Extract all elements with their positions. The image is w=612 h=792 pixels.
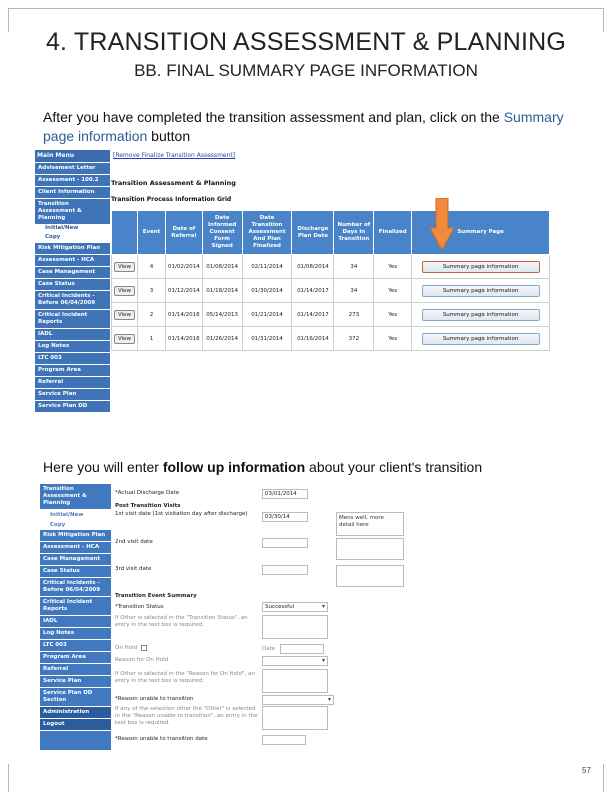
menu-item-logout[interactable]: Logout (40, 719, 111, 731)
other-status-textarea[interactable] (262, 615, 328, 639)
menu-item[interactable]: Assessment - HCA (35, 254, 110, 266)
cell-referral: 01/12/2014 (165, 279, 202, 303)
menu-item[interactable]: Program Area (35, 364, 110, 376)
menu-item[interactable]: IADL (40, 616, 111, 628)
menu-item[interactable]: Service Plan (40, 676, 111, 688)
page-frame-bottom-right (603, 764, 604, 792)
status-label: *Transition Status (115, 604, 164, 610)
cell-days: 273 (334, 303, 374, 327)
main-menu-sidebar (35, 150, 110, 415)
table-row (112, 303, 550, 327)
visit1-notes-textarea[interactable]: Mens well, more detail here (336, 512, 404, 536)
submenu-item[interactable]: Initial/New (35, 224, 110, 233)
section-heading: Transition Assessment & Planning (111, 179, 236, 187)
menu-item[interactable]: Service Plan DD Section (40, 688, 111, 707)
other-hold-note: If Other is selected in the "Reason for On Hold", an entry in the text box is required. (115, 671, 255, 684)
cell-finalized-date: 01/30/2014 (242, 279, 292, 303)
view-button[interactable]: View (114, 310, 135, 320)
submenu-item[interactable]: Copy (35, 233, 110, 242)
visit3-input[interactable] (262, 565, 308, 575)
menu-item[interactable]: Service Plan (35, 388, 110, 400)
cell-consent: 01/26/2014 (202, 327, 242, 351)
instruction-2-highlight: follow up information (162, 459, 306, 475)
screenshot-summary-grid (35, 150, 550, 415)
cell-referral: 01/02/2014 (165, 255, 202, 279)
visit1-label: 1st visit date (1st visitation day after discharge) (115, 511, 248, 517)
menu-item[interactable]: Risk Mitigation Plan (35, 242, 110, 254)
down-arrow-icon (430, 198, 454, 250)
menu-item[interactable]: Critical Incident Reports (35, 309, 110, 328)
menu-item[interactable]: Critical Incidents - Before 06/04/2009 (35, 290, 110, 309)
instruction-1-text: After you have completed the transition assessment and plan, click on the (43, 109, 504, 125)
reason-unable-date-label: *Reason unable to transition date (115, 736, 208, 742)
on-hold-label: On Hold (115, 645, 138, 651)
cell-discharge: 01/16/2014 (292, 327, 334, 351)
instruction-2-text: Here you will enter (43, 459, 163, 475)
cell-discharge: 01/14/2017 (292, 279, 334, 303)
menu-item[interactable]: Transition Assessment & Planning (35, 198, 110, 224)
col-header: Discharge Plan Date (292, 211, 334, 255)
cell-event: 1 (138, 327, 166, 351)
summary-heading: Transition Event Summary (115, 593, 197, 599)
menu-item[interactable]: Critical Incidents - Before 06/04/2009 (40, 578, 111, 597)
submenu-item[interactable]: Copy (40, 520, 111, 530)
cell-event: 4 (138, 255, 166, 279)
menu-item[interactable]: Critical Incident Reports (40, 597, 111, 616)
menu-item[interactable]: Service Plan DD (35, 400, 110, 412)
page-title: 4. TRANSITION ASSESSMENT & PLANNING (45, 28, 567, 56)
col-header: Date Informed Consent Form Signed (202, 211, 242, 255)
menu-item[interactable]: Case Management (40, 554, 111, 566)
instruction-1-highlight: Summary page information (43, 109, 564, 144)
reason-unable-label: *Reason unable to transition (115, 696, 194, 702)
menu-item[interactable]: Case Status (40, 566, 111, 578)
transition-grid (111, 210, 550, 351)
cell-finalized: Yes (374, 279, 412, 303)
instruction-2-tail: about your client's transition (305, 459, 483, 475)
menu-item[interactable]: Case Management (35, 266, 110, 278)
cell-consent: 01/08/2014 (202, 255, 242, 279)
menu-item[interactable]: LTC 003 (35, 352, 110, 364)
instruction-1 (43, 108, 573, 146)
view-button[interactable]: View (114, 286, 135, 296)
cell-consent: 05/14/2013 (202, 303, 242, 327)
cell-days: 34 (334, 279, 374, 303)
other-status-note: If Other is selected in the "Transition Status", an entry in the text box is required. (115, 615, 248, 628)
cell-referral: 01/14/2018 (165, 327, 202, 351)
menu-item[interactable]: Referral (35, 376, 110, 388)
other-unable-note: If any of the selection other the "Other" is selected in the "Reason unable to transition", an entry in the text box is required. (115, 706, 258, 726)
instruction-2 (43, 458, 603, 477)
grid-title: Transition Process Information Grid (111, 196, 232, 203)
menu-item[interactable]: Transition Assessment & Planning (40, 484, 111, 510)
visit2-input[interactable] (262, 538, 308, 548)
menu-item[interactable]: Log Notes (35, 340, 110, 352)
menu-item[interactable]: Referral (40, 664, 111, 676)
actual-discharge-label: *Actual Discharge Date (115, 490, 180, 496)
table-row (112, 327, 550, 351)
remove-finalize-link[interactable]: [Remove Finalize Transition Assessment] (113, 152, 236, 159)
col-header: Number of Days in Transition (334, 211, 374, 255)
menu-item[interactable]: Assessment - HCA (40, 542, 111, 554)
date-label: Date (262, 646, 276, 652)
reason-unable-date-input[interactable] (262, 735, 306, 745)
summary-page-button[interactable]: Summary page information (422, 309, 540, 321)
view-button[interactable]: View (114, 334, 135, 344)
menu-item[interactable]: Client Information (35, 186, 110, 198)
page-frame-bottom-left (8, 764, 9, 792)
page-subtitle: BB. FINAL SUMMARY PAGE INFORMATION (134, 61, 478, 80)
other-hold-textarea[interactable] (262, 669, 328, 693)
col-header (112, 211, 138, 255)
menu-item-administration[interactable]: Administration (40, 707, 111, 719)
cell-finalized-date: 01/31/2014 (242, 327, 292, 351)
menu-item[interactable]: Assessment - 100.2 (35, 174, 110, 186)
cell-event: 3 (138, 279, 166, 303)
visit1-input[interactable]: 03/30/14 (262, 512, 308, 522)
on-hold-checkbox[interactable] (141, 645, 147, 651)
visit3-label: 3rd visit date (115, 566, 152, 572)
cell-discharge: 01/14/2017 (292, 303, 334, 327)
main-menu-header: Main Menu (35, 150, 110, 162)
summary-page-button[interactable]: Summary page information (422, 333, 540, 345)
visit2-notes-textarea[interactable] (336, 538, 404, 560)
cell-finalized: Yes (374, 303, 412, 327)
submenu-item[interactable]: Initial/New (40, 510, 111, 520)
grid-header-row (112, 211, 550, 255)
cell-finalized: Yes (374, 327, 412, 351)
cell-finalized: Yes (374, 255, 412, 279)
page-number: 57 (582, 766, 591, 775)
cell-consent: 01/18/2014 (202, 279, 242, 303)
view-button[interactable]: View (114, 262, 135, 272)
table-row (112, 255, 550, 279)
table-row (112, 279, 550, 303)
other-unable-textarea[interactable] (262, 706, 328, 730)
actual-discharge-input[interactable]: 03/01/2014 (262, 489, 308, 499)
col-header: Date Transition Assessment And Plan Finalized (242, 211, 292, 255)
reason-hold-select[interactable] (262, 656, 328, 666)
col-header: Event (138, 211, 166, 255)
col-header: Finalized (374, 211, 412, 255)
form-sidebar (40, 484, 111, 750)
instruction-1-tail: button (147, 128, 191, 144)
summary-page-button[interactable]: Summary page information (422, 261, 540, 273)
cell-finalized-date: 01/21/2014 (242, 303, 292, 327)
reason-hold-label: Reason for On Hold (115, 657, 169, 663)
col-header: Summary Page (412, 211, 550, 255)
cell-event: 2 (138, 303, 166, 327)
reason-unable-select[interactable] (262, 695, 334, 705)
on-hold-date-input[interactable] (280, 644, 324, 654)
menu-item[interactable]: Advisement Letter (35, 162, 110, 174)
cell-referral: 01/14/2018 (165, 303, 202, 327)
cell-days: 372 (334, 327, 374, 351)
menu-item[interactable]: Program Area (40, 652, 111, 664)
cell-discharge: 01/08/2014 (292, 255, 334, 279)
visit2-label: 2nd visit date (115, 539, 153, 545)
menu-item[interactable]: LTC 003 (40, 640, 111, 652)
cell-finalized-date: 02/11/2014 (242, 255, 292, 279)
page-frame-top (8, 8, 604, 9)
menu-item[interactable]: Case Status (35, 278, 110, 290)
menu-item[interactable]: IADL (35, 328, 110, 340)
col-header: Date of Referral (165, 211, 202, 255)
screenshot-summary-form (40, 484, 410, 750)
cell-days: 34 (334, 255, 374, 279)
menu-item[interactable]: Log Notes (40, 628, 111, 640)
post-visits-heading: Post Transition Visits (115, 503, 181, 509)
summary-page-button[interactable]: Summary page information (422, 285, 540, 297)
menu-item[interactable]: Risk Mitigation Plan (40, 530, 111, 542)
visit3-notes-textarea[interactable] (336, 565, 404, 587)
status-select[interactable]: Successful ▾ (262, 602, 328, 612)
